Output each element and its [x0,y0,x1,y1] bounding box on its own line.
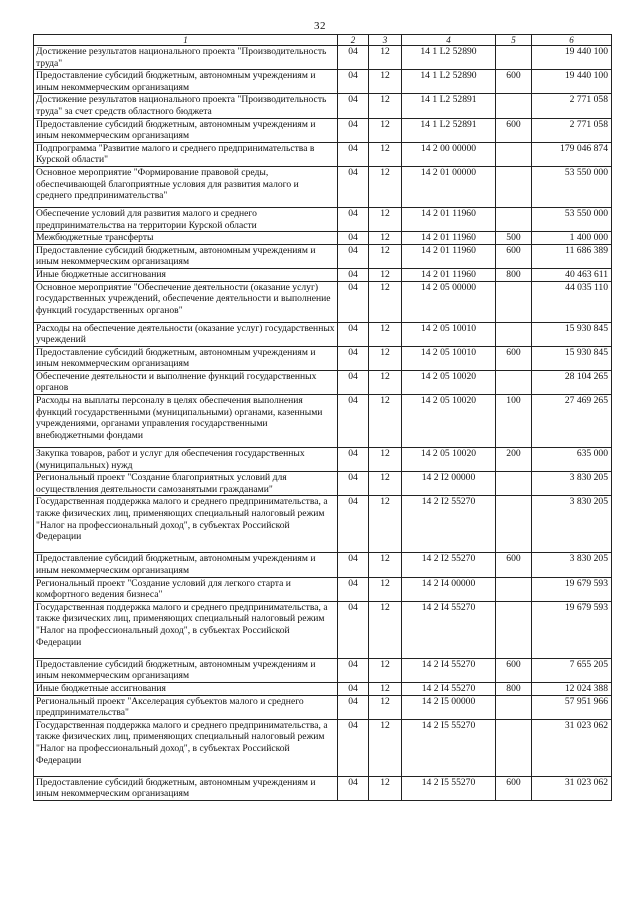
row-amount-cell: 2 771 058 [532,118,612,142]
row-target-code-cell: 14 1 L2 52891 [402,118,496,142]
row-name-cell: Предоставление субсидий бюджетным, автономным учреждениям и иным некоммерческим организациям [34,118,338,142]
row-expense-type-cell [496,207,532,231]
row-expense-type-cell [496,322,532,346]
table-row [34,448,612,472]
header-row [34,35,612,46]
row-name-cell: Обеспечение деятельности и выполнение функций государственных органов [34,370,338,394]
row-subsection-cell: 12 [369,395,402,448]
row-name-cell: Региональный проект "Создание благоприятных условий для осуществления деятельности самозанятыми гражданами" [34,472,338,496]
row-name-cell: Основное мероприятие "Формирование правовой среды, обеспечивающей благоприятные условия для развития малого и среднего предпринимательства" [34,166,338,207]
row-expense-type-cell: 600 [496,70,532,94]
row-section-cell: 04 [338,719,369,776]
row-section-cell: 04 [338,695,369,719]
row-section-cell: 04 [338,268,369,281]
row-target-code-cell: 14 1 L2 52890 [402,70,496,94]
row-amount-cell: 3 830 205 [532,496,612,553]
row-name-cell: Иные бюджетные ассигнования [34,683,338,696]
row-subsection-cell: 12 [369,658,402,682]
row-name-cell: Основное мероприятие "Обеспечение деятельности (оказание услуг) государственных учреждений, обеспечение деятельности и выполнение функций государственных органов" [34,281,338,322]
row-expense-type-cell [496,46,532,70]
column-header: 3 [369,35,402,46]
row-expense-type-cell [496,719,532,776]
row-target-code-cell: 14 2 05 10010 [402,322,496,346]
row-expense-type-cell: 100 [496,395,532,448]
row-section-cell: 04 [338,496,369,553]
row-amount-cell: 2 771 058 [532,94,612,118]
row-expense-type-cell [496,496,532,553]
row-section-cell: 04 [338,683,369,696]
row-subsection-cell: 12 [369,281,402,322]
row-target-code-cell: 14 2 05 10020 [402,395,496,448]
row-name-cell: Межбюджетные трансферты [34,232,338,245]
row-section-cell: 04 [338,281,369,322]
row-subsection-cell: 12 [369,207,402,231]
row-amount-cell: 11 686 389 [532,244,612,268]
row-expense-type-cell: 600 [496,776,532,800]
row-target-code-cell: 14 2 I2 55270 [402,496,496,553]
row-subsection-cell: 12 [369,166,402,207]
row-amount-cell: 12 024 388 [532,683,612,696]
row-expense-type-cell [496,281,532,322]
table-row [34,232,612,245]
row-subsection-cell: 12 [369,46,402,70]
row-subsection-cell: 12 [369,70,402,94]
row-name-cell: Достижение результатов национального проекта "Производительность труда" [34,46,338,70]
row-subsection-cell: 12 [369,118,402,142]
row-target-code-cell: 14 2 05 10020 [402,370,496,394]
row-subsection-cell: 12 [369,496,402,553]
row-subsection-cell: 12 [369,472,402,496]
table-row [34,94,612,118]
row-expense-type-cell [496,577,532,601]
row-target-code-cell: 14 2 I5 55270 [402,776,496,800]
row-expense-type-cell: 600 [496,346,532,370]
row-expense-type-cell: 600 [496,658,532,682]
row-target-code-cell: 14 2 I4 55270 [402,683,496,696]
row-name-cell: Государственная поддержка малого и среднего предпринимательства, а также физических лиц, применяющих специальный налоговый режим "Налог на профессиональный доход", в субъектах Российской Федерации [34,496,338,553]
row-subsection-cell: 12 [369,232,402,245]
row-expense-type-cell: 800 [496,683,532,696]
table-row [34,776,612,800]
row-amount-cell: 57 951 966 [532,695,612,719]
row-amount-cell: 19 679 593 [532,577,612,601]
row-name-cell: Подпрограмма "Развитие малого и среднего предпринимательства в Курской области" [34,142,338,166]
row-amount-cell: 40 463 611 [532,268,612,281]
table-row [34,46,612,70]
row-amount-cell: 19 440 100 [532,46,612,70]
row-name-cell: Предоставление субсидий бюджетным, автономным учреждениям и иным некоммерческим организациям [34,70,338,94]
column-header: 6 [532,35,612,46]
row-target-code-cell: 14 2 I5 55270 [402,719,496,776]
row-target-code-cell: 14 2 I4 00000 [402,577,496,601]
row-name-cell: Предоставление субсидий бюджетным, автономным учреждениям и иным некоммерческим организациям [34,776,338,800]
row-section-cell: 04 [338,776,369,800]
row-target-code-cell: 14 2 I4 55270 [402,658,496,682]
row-section-cell: 04 [338,166,369,207]
row-section-cell: 04 [338,346,369,370]
row-expense-type-cell: 800 [496,268,532,281]
column-header: 5 [496,35,532,46]
row-section-cell: 04 [338,244,369,268]
row-name-cell: Региональный проект "Создание условий для легкого старта и комфортного ведения бизнеса" [34,577,338,601]
row-amount-cell: 53 550 000 [532,166,612,207]
table-row [34,322,612,346]
row-name-cell: Обеспечение условий для развития малого и среднего предпринимательства на территории Курской области [34,207,338,231]
row-section-cell: 04 [338,70,369,94]
row-section-cell: 04 [338,142,369,166]
row-amount-cell: 19 440 100 [532,70,612,94]
row-name-cell: Закупка товаров, работ и услуг для обеспечения государственных (муниципальных) нужд [34,448,338,472]
table-row [34,268,612,281]
table-row [34,118,612,142]
row-target-code-cell: 14 2 01 11960 [402,207,496,231]
row-subsection-cell: 12 [369,268,402,281]
budget-table [33,34,612,801]
row-expense-type-cell [496,695,532,719]
row-name-cell: Региональный проект "Акселерация субъектов малого и среднего предпринимательства" [34,695,338,719]
row-section-cell: 04 [338,577,369,601]
table-row [34,281,612,322]
row-subsection-cell: 12 [369,719,402,776]
row-expense-type-cell [496,166,532,207]
row-expense-type-cell: 600 [496,118,532,142]
row-amount-cell: 1 400 000 [532,232,612,245]
table-row [34,166,612,207]
row-section-cell: 04 [338,118,369,142]
row-section-cell: 04 [338,232,369,245]
row-subsection-cell: 12 [369,142,402,166]
row-target-code-cell: 14 2 01 00000 [402,166,496,207]
row-subsection-cell: 12 [369,346,402,370]
row-section-cell: 04 [338,395,369,448]
row-amount-cell: 28 104 265 [532,370,612,394]
row-target-code-cell: 14 2 00 00000 [402,142,496,166]
row-target-code-cell: 14 2 01 11960 [402,244,496,268]
table-row [34,601,612,658]
table-row [34,683,612,696]
row-subsection-cell: 12 [369,448,402,472]
table-row [34,658,612,682]
row-subsection-cell: 12 [369,94,402,118]
row-amount-cell: 3 830 205 [532,553,612,577]
column-header: 4 [402,35,496,46]
row-section-cell: 04 [338,322,369,346]
row-target-code-cell: 14 2 I4 55270 [402,601,496,658]
row-amount-cell: 179 046 874 [532,142,612,166]
column-header: 1 [34,35,338,46]
row-target-code-cell: 14 2 I5 00000 [402,695,496,719]
row-target-code-cell: 14 2 05 10010 [402,346,496,370]
row-target-code-cell: 14 2 01 11960 [402,232,496,245]
row-name-cell: Расходы на обеспечение деятельности (оказание услуг) государственных учреждений [34,322,338,346]
row-subsection-cell: 12 [369,695,402,719]
row-name-cell: Расходы на выплаты персоналу в целях обеспечения выполнения функций государственными (муниципальными) органами, казенными учреждениями, органами управления государственными внебюджетными фондами [34,395,338,448]
row-expense-type-cell [496,142,532,166]
row-target-code-cell: 14 2 01 11960 [402,268,496,281]
table-row [34,472,612,496]
table-row [34,207,612,231]
row-subsection-cell: 12 [369,577,402,601]
row-amount-cell: 7 655 205 [532,658,612,682]
row-section-cell: 04 [338,601,369,658]
row-section-cell: 04 [338,94,369,118]
row-name-cell: Государственная поддержка малого и среднего предпринимательства, а также физических лиц, применяющих специальный налоговый режим "Налог на профессиональный доход", в субъектах Российской Федерации [34,601,338,658]
row-name-cell: Предоставление субсидий бюджетным, автономным учреждениям и иным некоммерческим организациям [34,553,338,577]
table-row [34,395,612,448]
table-row [34,577,612,601]
row-target-code-cell: 14 2 I2 55270 [402,553,496,577]
row-target-code-cell: 14 1 L2 52890 [402,46,496,70]
row-target-code-cell: 14 2 05 00000 [402,281,496,322]
row-amount-cell: 53 550 000 [532,207,612,231]
row-subsection-cell: 12 [369,244,402,268]
table-row [34,244,612,268]
row-section-cell: 04 [338,207,369,231]
row-name-cell: Иные бюджетные ассигнования [34,268,338,281]
row-section-cell: 04 [338,370,369,394]
row-name-cell: Достижение результатов национального проекта "Производительность труда" за счет средств областного бюджета [34,94,338,118]
row-name-cell: Государственная поддержка малого и среднего предпринимательства, а также физических лиц, применяющих специальный налоговый режим "Налог на профессиональный доход", в субъектах Российской Федерации [34,719,338,776]
table-row [34,496,612,553]
row-name-cell: Предоставление субсидий бюджетным, автономным учреждениям и иным некоммерческим организациям [34,658,338,682]
row-amount-cell: 44 035 110 [532,281,612,322]
row-amount-cell: 3 830 205 [532,472,612,496]
table-row [34,553,612,577]
table-row [34,695,612,719]
row-amount-cell: 15 930 845 [532,322,612,346]
row-subsection-cell: 12 [369,776,402,800]
row-section-cell: 04 [338,553,369,577]
table-row [34,142,612,166]
table-row [34,719,612,776]
row-expense-type-cell: 500 [496,232,532,245]
row-subsection-cell: 12 [369,553,402,577]
row-expense-type-cell: 200 [496,448,532,472]
row-section-cell: 04 [338,472,369,496]
row-expense-type-cell [496,472,532,496]
row-expense-type-cell [496,370,532,394]
row-target-code-cell: 14 2 I2 00000 [402,472,496,496]
row-section-cell: 04 [338,46,369,70]
row-subsection-cell: 12 [369,322,402,346]
row-section-cell: 04 [338,448,369,472]
row-amount-cell: 19 679 593 [532,601,612,658]
table-body [34,46,612,801]
table-row [34,370,612,394]
row-target-code-cell: 14 1 L2 52891 [402,94,496,118]
row-expense-type-cell [496,601,532,658]
column-header: 2 [338,35,369,46]
row-amount-cell: 635 000 [532,448,612,472]
row-expense-type-cell [496,94,532,118]
table-row [34,70,612,94]
row-subsection-cell: 12 [369,601,402,658]
table-row [34,346,612,370]
row-amount-cell: 31 023 062 [532,719,612,776]
row-subsection-cell: 12 [369,370,402,394]
row-amount-cell: 15 930 845 [532,346,612,370]
row-expense-type-cell: 600 [496,553,532,577]
row-amount-cell: 27 469 265 [532,395,612,448]
row-section-cell: 04 [338,658,369,682]
row-name-cell: Предоставление субсидий бюджетным, автономным учреждениям и иным некоммерческим организациям [34,346,338,370]
row-subsection-cell: 12 [369,683,402,696]
row-amount-cell: 31 023 062 [532,776,612,800]
row-name-cell: Предоставление субсидий бюджетным, автономным учреждениям и иным некоммерческим организациям [34,244,338,268]
row-target-code-cell: 14 2 05 10020 [402,448,496,472]
page-number: 32 [314,20,326,32]
row-expense-type-cell: 600 [496,244,532,268]
